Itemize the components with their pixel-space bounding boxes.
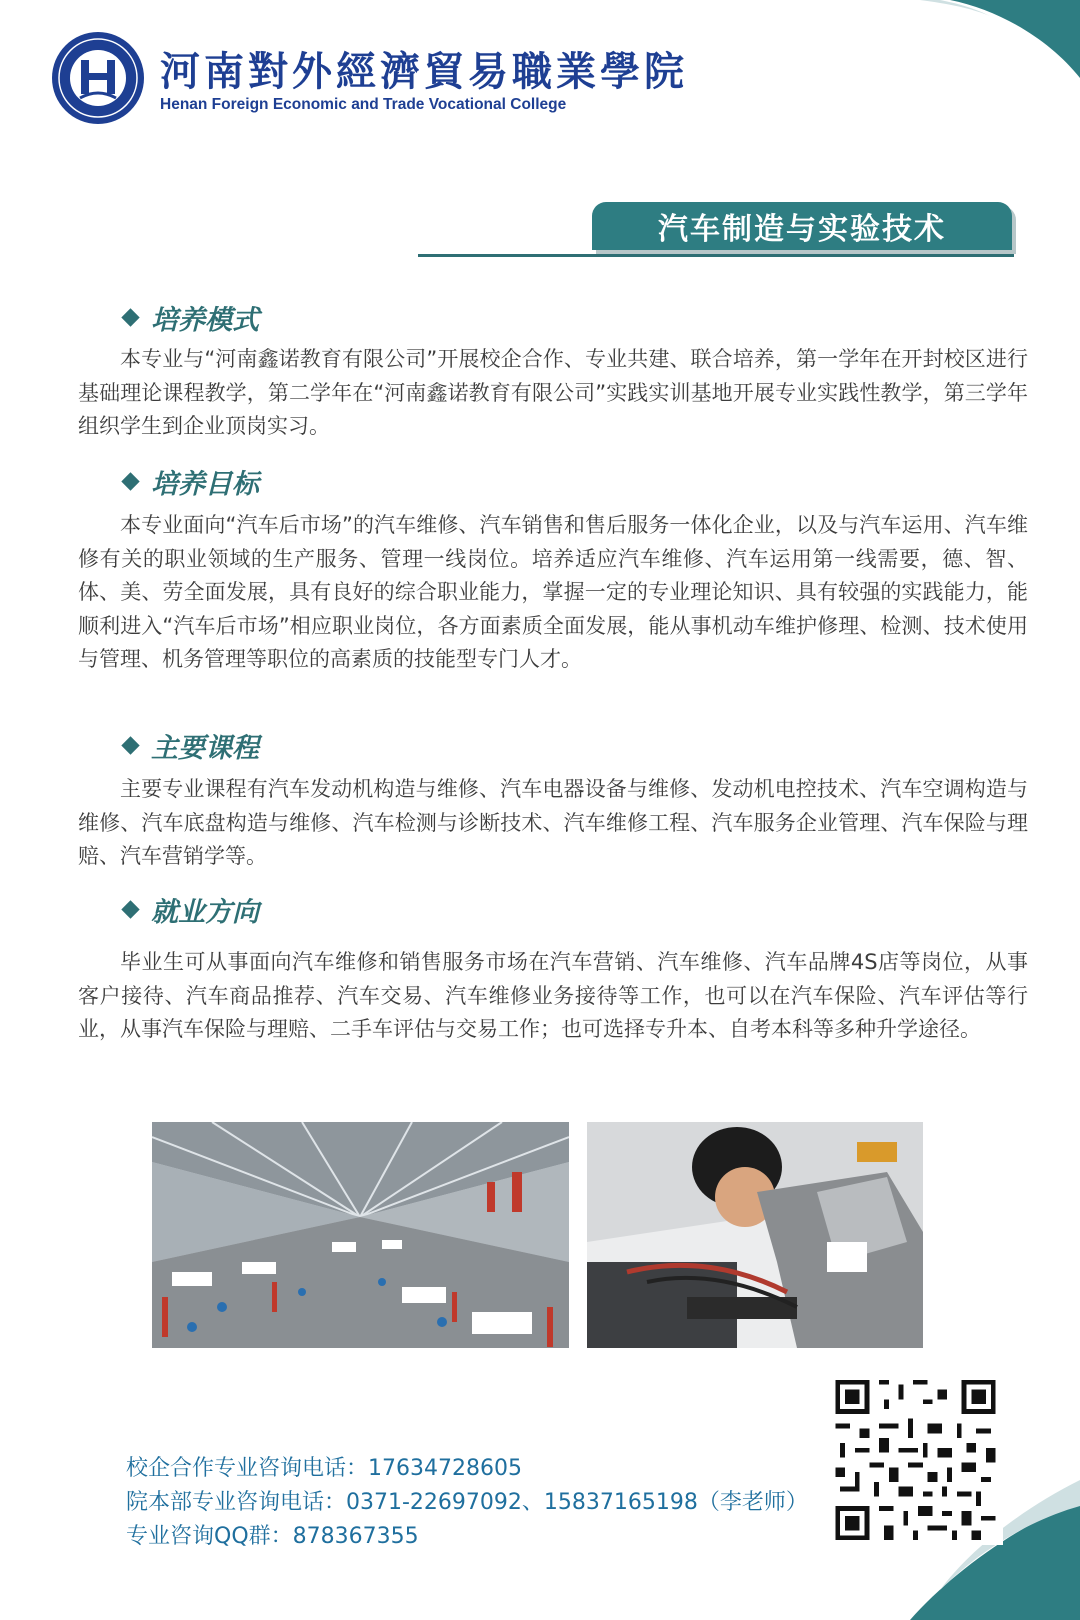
section-heading-training-goal: [120, 462, 259, 501]
section-text-training-goal: 本专业面向“汽车后市场”的汽车维修、汽车销售和售后服务一体化企业，以及与汽车运用、汽车维修有关的职业领域的生产服务、管理一线岗位。培养适应汽车维修、汽车运用第一线需要，德、智、体、美、劳全面发展，具有良好的综合职业能力，掌握一定的专业理论知识、具有较强的实践能力，能顺利进入“汽车后市场”相应职业岗位，各方面素质全面发展，能从事机动车维护修理、检测、技术使用与管理、机务管理等职位的高素质的技能型专门人才。: [78, 513, 1028, 671]
corner-decoration-top: [880, 0, 1080, 90]
contact-line-enterprise: 校企合作专业咨询电话：17634728605: [126, 1456, 522, 1481]
section-heading-label: 主要课程: [151, 733, 259, 764]
qr-code-icon: [828, 1375, 1003, 1545]
technician-photo: [587, 1122, 923, 1348]
section-heading-employment: [120, 890, 259, 929]
section-text-main-courses: 主要专业课程有汽车发动机构造与维修、汽车电器设备与维修、发动机电控技术、汽车空调构造与维修、汽车底盘构造与维修、汽车检测与诊断技术、汽车维修工程、汽车服务企业管理、汽车保险与理赔、汽车营销学等。: [78, 777, 1028, 868]
banner-divider-line: [418, 254, 1014, 257]
section-heading-label: 培养目标: [151, 469, 259, 500]
diamond-bullet-icon: [121, 736, 139, 754]
section-heading-main-courses: [120, 726, 259, 765]
section-text-training-mode: 本专业与“河南鑫诺教育有限公司”开展校企合作、专业共建、联合培养，第一学年在开封校区进行基础理论课程教学，第二学年在“河南鑫诺教育有限公司”实践实训基地开展专业实践性教学，第三学年组织学生到企业顶岗实习。: [78, 347, 1028, 438]
workshop-photo: [152, 1122, 569, 1348]
section-heading-training-mode: [120, 298, 259, 337]
college-name-english: Henan Foreign Economic and Trade Vocational College: [160, 96, 567, 113]
contact-line-main-campus: 院本部专业咨询电话：0371-22697092、15837165198（李老师）: [126, 1490, 808, 1515]
college-name-chinese: 河南對外經濟貿易職業學院: [160, 48, 688, 95]
section-text-employment: 毕业生可从事面向汽车维修和销售服务市场在汽车营销、汽车维修、汽车品牌4S店等岗位，从事客户接待、汽车商品推荐、汽车交易、汽车维修业务接待等工作，也可以在汽车保险、汽车评估等行业，从事汽车保险与理赔、二手车评估与交易工作；也可选择专升本、自考本科等多种升学途径。: [78, 950, 1028, 1041]
major-title-banner: 汽车制造与实验技术: [592, 202, 1012, 250]
contact-line-qq-group: 专业咨询QQ群：878367355: [126, 1524, 419, 1549]
section-heading-label: 就业方向: [151, 897, 259, 928]
college-seal-logo: [50, 30, 146, 126]
diamond-bullet-icon: [121, 308, 139, 326]
section-heading-label: 培养模式: [151, 305, 259, 336]
diamond-bullet-icon: [121, 472, 139, 490]
diamond-bullet-icon: [121, 900, 139, 918]
